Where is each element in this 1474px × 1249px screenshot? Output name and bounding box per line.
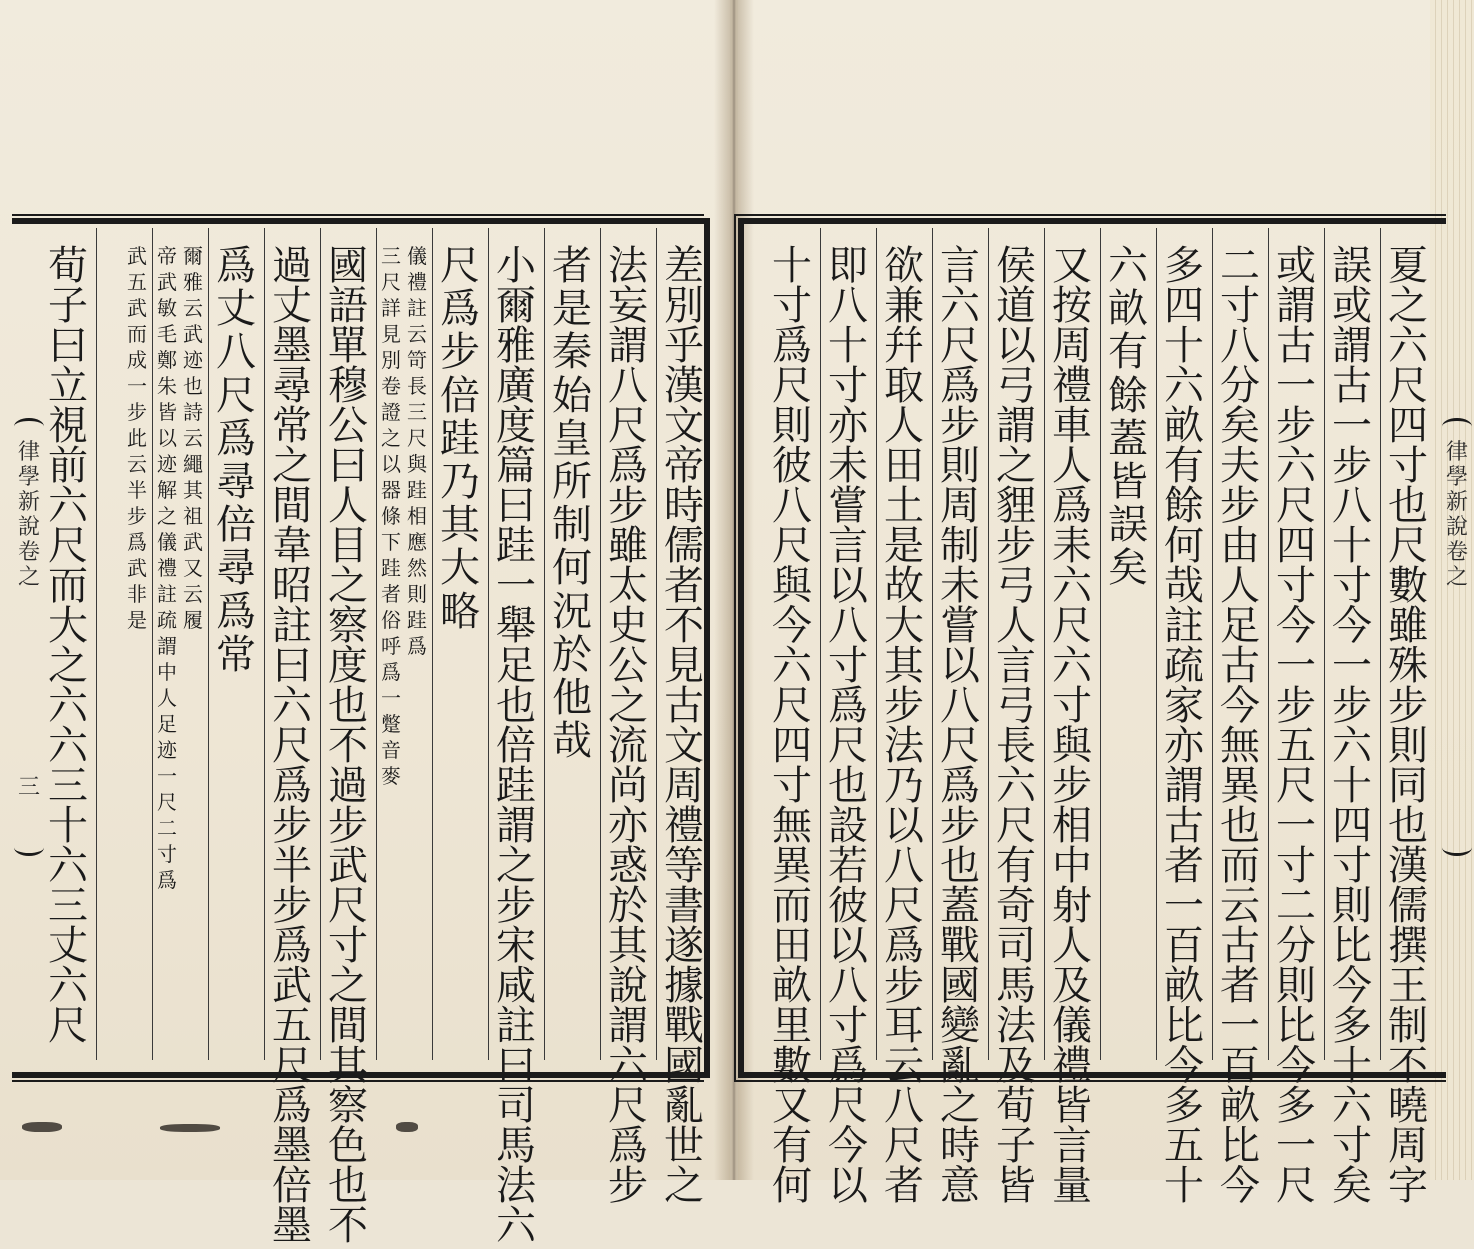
column-rule (488, 228, 489, 1060)
annotation-line-right: 爾 雅 云 武 迹 也 詩 云 繩 其 祖 武 又 云 履 (183, 244, 203, 632)
column-rule (1268, 228, 1269, 1060)
column-rule (1156, 228, 1157, 1060)
ink-stain (396, 1122, 418, 1132)
annotation-column (376, 246, 432, 1046)
fishtail-mark-top-left (12, 412, 46, 442)
column-rule (600, 228, 601, 1060)
text-column: 又 按 周 禮 車 人 爲 耒 六 尺 六 寸 與 步 相 中 射 人 及 儀 禮 皆 言 量 (1052, 243, 1092, 1209)
column-rule (432, 228, 433, 1060)
text-column: 尺 爲 步 倍 跬 乃 其 大 略 (440, 243, 480, 635)
column-rule (1100, 228, 1101, 1060)
annotation-line-right: 儀 禮 註 云 笴 長 三 尺 與 跬 相 應 然 則 跬 爲 (407, 244, 427, 658)
text-column: 二 寸 八 分 矣 夫 步 由 人 足 古 今 無 異 也 而 云 古 者 一 百 畝 比 今 (1220, 243, 1260, 1209)
text-column: 即 八 十 寸 亦 未 嘗 言 以 八 寸 爲 尺 也 設 若 彼 以 八 寸 爲 尺 今 以 (828, 243, 868, 1209)
column-rule (1212, 228, 1213, 1060)
column-rule (932, 228, 933, 1060)
text-column: 言 六 尺 爲 步 則 周 制 未 嘗 以 八 尺 爲 步 也 蓋 戰 國 變 亂 之 時 意 (940, 243, 980, 1209)
text-column: 差 別 乎 漢 文 帝 時 儒 者 不 見 古 文 周 禮 等 書 遂 據 戰 國 亂 世 之 (664, 243, 704, 1209)
text-column: 夏 之 六 尺 四 寸 也 尺 數 雖 殊 步 則 同 也 漢 儒 撰 王 制 不 曉 周 字 (1388, 243, 1428, 1209)
column-rule (820, 228, 821, 1060)
column-rule (208, 228, 209, 1060)
title-strip-right: 律 學 新 說 卷 之 (1445, 440, 1468, 590)
text-column: 過 丈 墨 尋 常 之 間 韋 昭 註 曰 六 尺 爲 步 半 步 爲 武 五 尺 爲 墨 倍 墨 (272, 243, 312, 1249)
column-rule (1324, 228, 1325, 1060)
fishtail-mark-bottom (1440, 832, 1474, 862)
column-rule (376, 228, 377, 1060)
text-column: 侯 道 以 弓 謂 之 貍 步 弓 人 言 弓 長 六 尺 有 奇 司 馬 法 及 荀 子 皆 (996, 243, 1036, 1209)
column-rule (988, 228, 989, 1060)
column-rule (320, 228, 321, 1060)
text-column: 或 謂 古 一 步 六 尺 四 寸 今 一 步 五 尺 一 寸 二 分 則 比 今 多 一 尺 (1276, 243, 1316, 1209)
column-rule (264, 228, 265, 1060)
title-strip-left: 律 學 新 說 卷 之 (17, 440, 40, 590)
text-column: 爲 丈 八 尺 爲 尋 倍 尋 爲 常 (216, 243, 256, 678)
column-rule (1044, 228, 1045, 1060)
fishtail-mark-bottom-left (12, 832, 46, 862)
text-column: 六 畝 有 餘 蓋 皆 誤 矣 (1108, 243, 1148, 592)
annotation-column: 武 五 武 而 成 一 步 此 云 半 步 爲 武 非 是 (127, 244, 147, 632)
column-rule (656, 228, 657, 1060)
text-column: 荀 子 曰 立 視 前 六 尺 而 大 之 六 六 三 十 六 三 丈 六 尺 (48, 243, 88, 1049)
text-column: 多 四 十 六 畝 有 餘 何 哉 註 疏 家 亦 謂 古 者 一 百 畝 比 今 多 五 十 (1164, 243, 1204, 1209)
column-rule (1380, 228, 1381, 1060)
text-column: 者 是 秦 始 皇 所 制 何 況 於 他 哉 (552, 243, 592, 765)
text-column: 十 寸 爲 尺 則 彼 八 尺 與 今 六 尺 四 寸 無 異 而 田 畝 里 數 又 有 何 (772, 243, 812, 1209)
annotation-line-left: 帝 武 敏 毛 鄭 朱 皆 以 迹 解 之 儀 禮 註 疏 謂 中 人 足 迹 一 尺 二 寸 爲 (157, 244, 177, 892)
ink-stain (22, 1122, 62, 1132)
column-rule (96, 228, 97, 1060)
fishtail-mark-top (1440, 412, 1474, 442)
text-column: 欲 兼 幷 取 人 田 土 是 故 大 其 步 法 乃 以 八 尺 爲 步 耳 云 八 尺 者 (884, 243, 924, 1209)
column-rule (544, 228, 545, 1060)
text-column: 小 爾 雅 廣 度 篇 曰 跬 一 舉 足 也 倍 跬 謂 之 步 宋 咸 註 曰 司 馬 法 六 (496, 243, 536, 1249)
text-column: 國 語 單 穆 公 曰 人 目 之 察 度 也 不 過 步 武 尺 寸 之 間 其 察 色 也 不 (328, 243, 368, 1249)
text-column: 法 妄 謂 八 尺 爲 步 雖 太 史 公 之 流 尚 亦 惑 於 其 說 謂 六 尺 爲 步 (608, 243, 648, 1209)
text-column: 誤 或 謂 古 一 步 八 十 寸 今 一 步 六 十 四 寸 則 比 今 多 十 六 寸 矣 (1332, 243, 1372, 1209)
annotation-column (152, 246, 208, 1046)
annotation-line-left: 三 尺 詳 見 別 卷 證 之 以 器 條 下 跬 者 俗 呼 爲 一 蹩 音 麥 (381, 244, 401, 788)
page-number: 三 (17, 775, 40, 800)
column-rule (152, 228, 153, 1060)
ink-stain (160, 1124, 220, 1132)
column-rule (876, 228, 877, 1060)
